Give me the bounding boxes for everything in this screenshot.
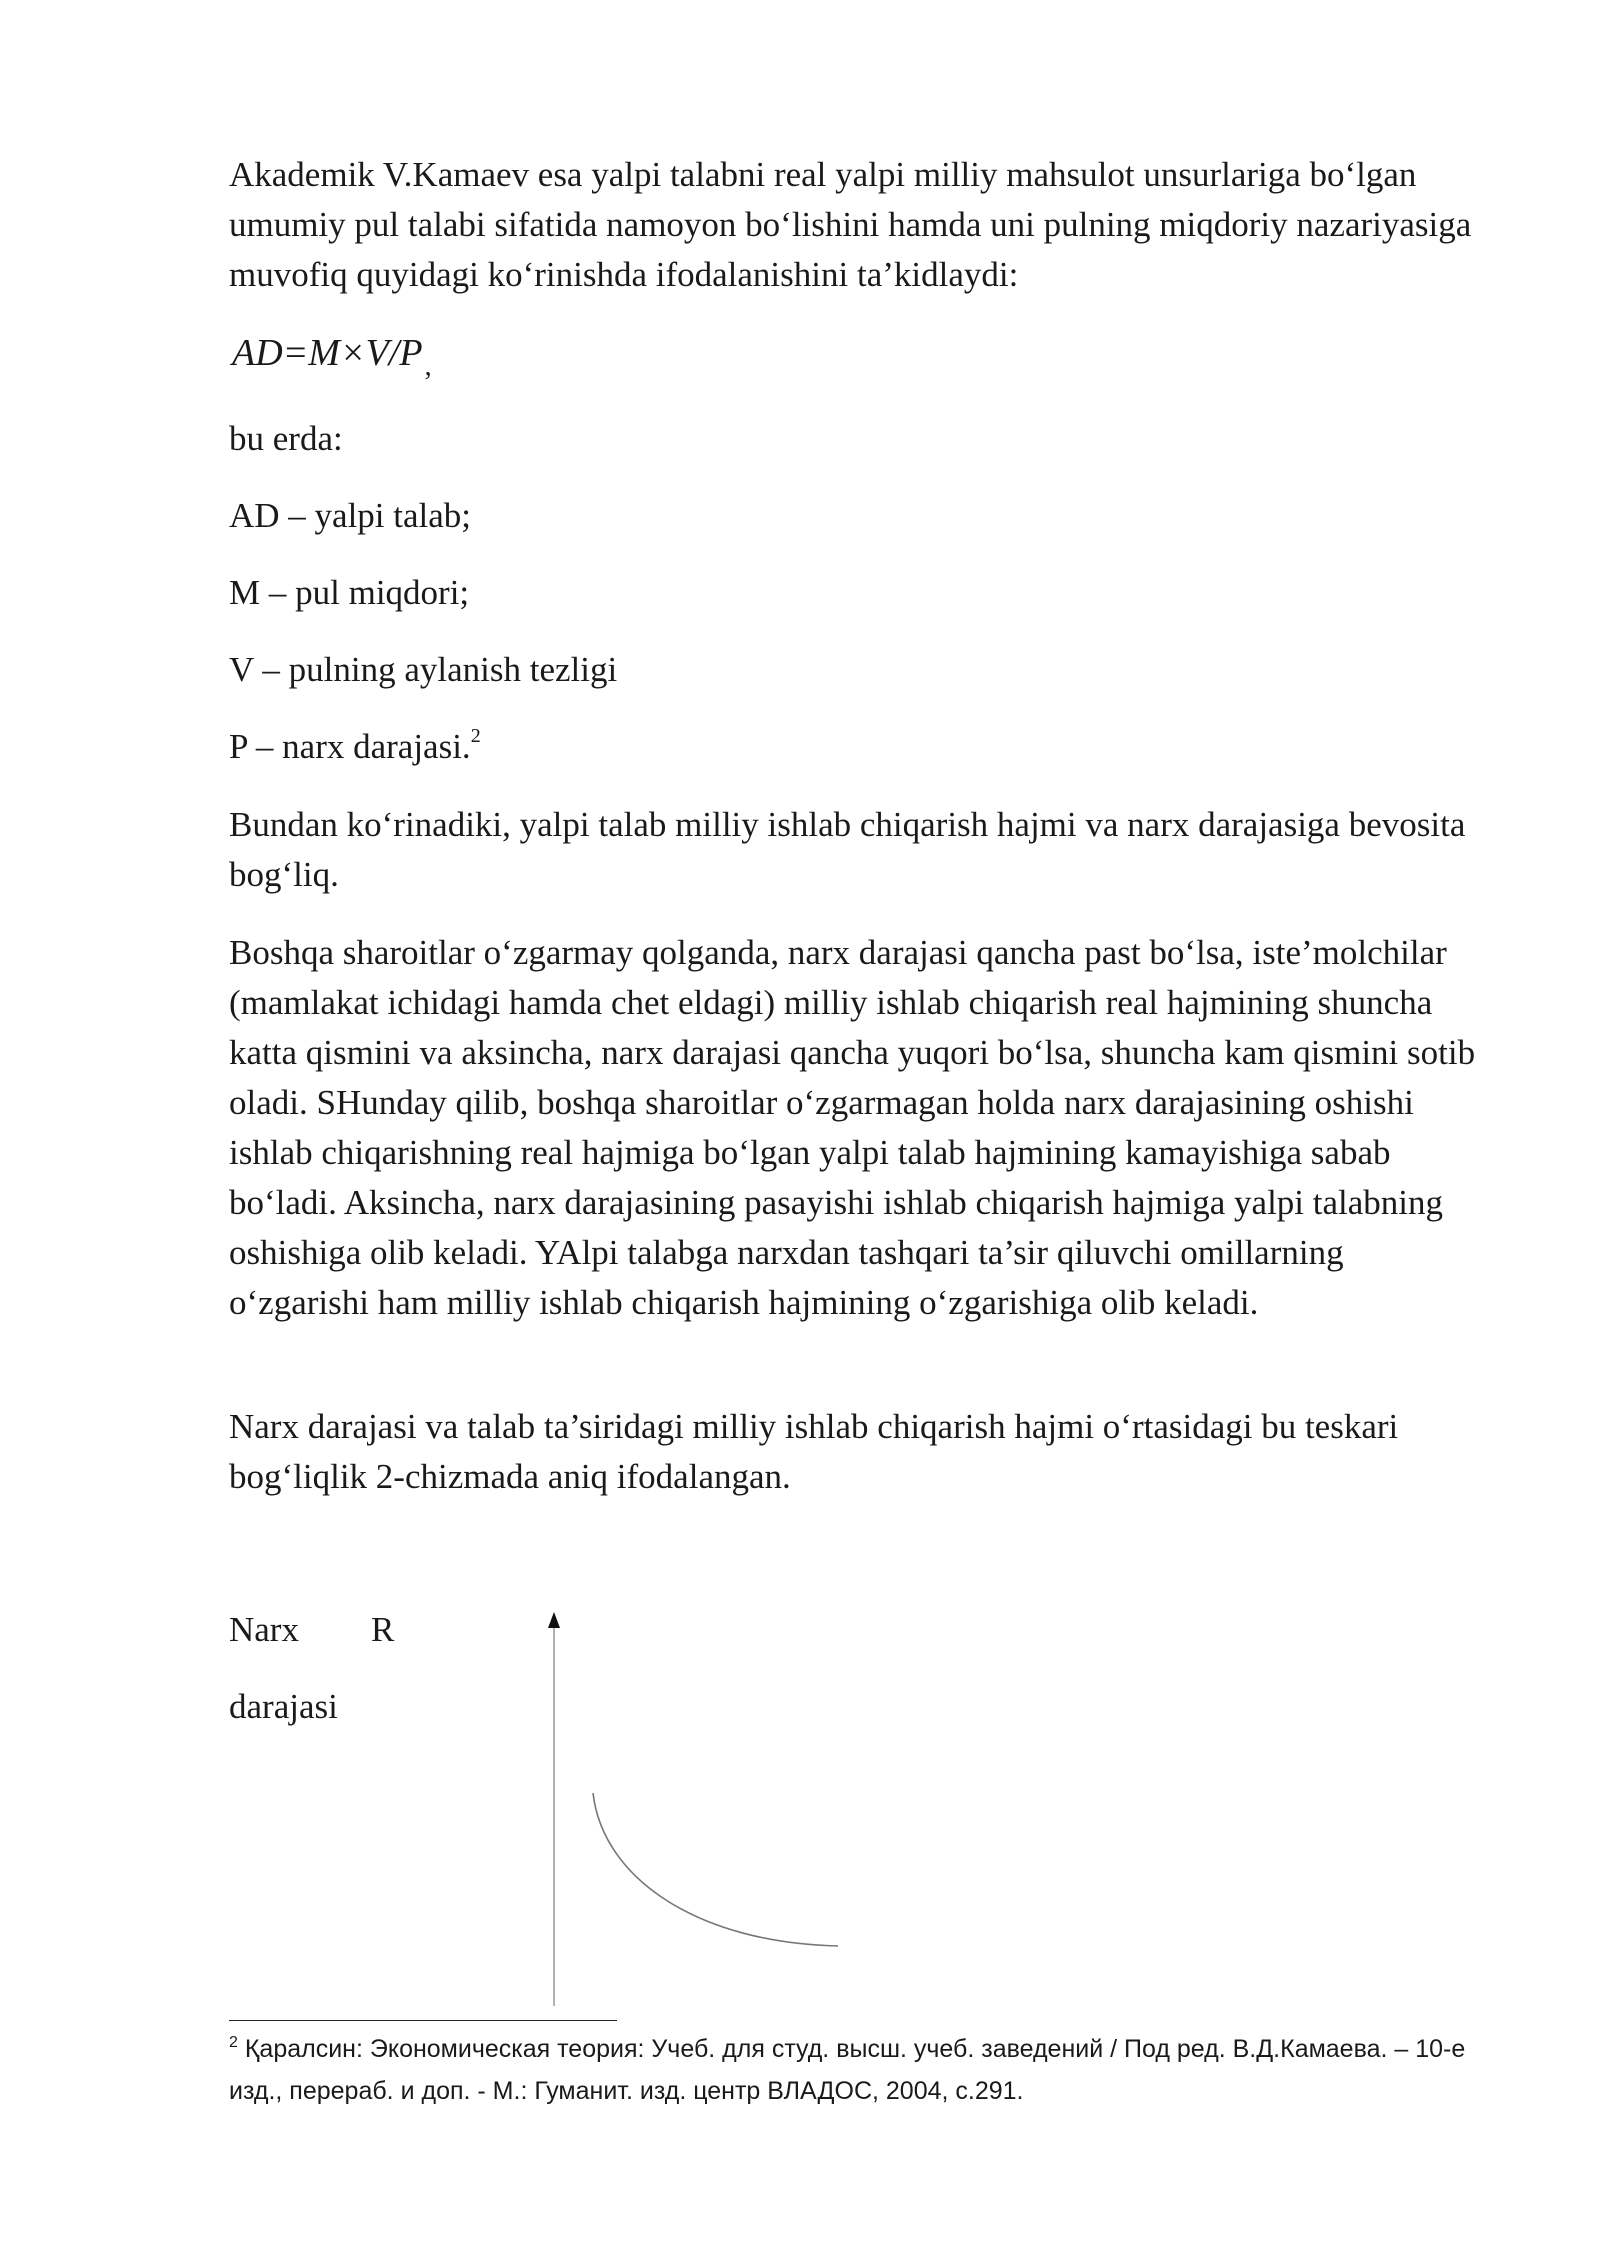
definition-p — [229, 722, 1479, 772]
definition-ad: AD – yalpi talab; — [229, 496, 472, 535]
definition-m: M – pul miqdori; — [229, 573, 470, 612]
paragraph-bu-erda: bu erda: — [229, 419, 343, 458]
y-axis-letter: R — [371, 1610, 395, 1649]
y-axis-arrowhead — [548, 1612, 560, 1628]
demand-curve — [593, 1793, 838, 1946]
formula-aggregate-demand — [232, 325, 432, 395]
y-axis-label-line2: darajasi — [229, 1687, 338, 1726]
formula-comma: , — [424, 351, 432, 382]
paragraph-boshqa: Boshqa sharoitlar o‘zgarmay qolganda, narx darajasi qancha past bo‘lsa, iste’molchilar (mamlakat ichidagi hamda chet eldagi) milliy ishlab chiqarish real hajmining shuncha katta qismini va aksincha, narx darajasi qancha yuqori bo‘lsa, shuncha kam qismini sotib oladi. SHunday qilib, boshqa sharoitlar o‘zgarmagan holda narx darajasining oshishi ishlab chiqarishning real hajmiga bo‘lgan yalpi talab hajmining kamayishiga sabab bo‘ladi. Aksincha, narx darajasining pasayishi ishlab chiqarish hajmiga yalpi talabning oshishiga olib keladi. YAlpi talabga narxdan tashqari ta’sir qiluvchi omillarning o‘zgarishi ham milliy ishlab chiqarish hajmining o‘zgarishiga olib keladi. — [229, 933, 1476, 1322]
footnote-number: 2 — [229, 2034, 238, 2051]
paragraph-narx: Narx darajasi va talab ta’siridagi milliy ishlab chiqarish hajmi o‘rtasidagi bu teskari bog‘liqlik 2-chizmada aniq ifodalangan. — [229, 1407, 1399, 1496]
paragraph-bundan: Bundan ko‘rinadiki, yalpi talab milliy ishlab chiqarish hajmi va narx darajasiga bevosita bog‘liq. — [229, 805, 1466, 894]
formula-text: AD=M×V/P — [232, 332, 423, 374]
footnote-text: Қаралсин: Экономическая теория: Учеб. для студ. высш. учеб. заведений / Под ред. В.Д.Камаева. – 10-е изд., перераб. и доп. - М.: Гуманит. изд. центр ВЛАДОС, 2004, с.291. — [229, 2035, 1466, 2105]
footnote — [229, 2028, 1489, 2112]
footnote-separator — [229, 2020, 617, 2021]
definition-p-text: P – narx darajasi. — [229, 727, 471, 766]
y-axis-label-line1: Narx — [229, 1610, 299, 1649]
footnote-reference[interactable]: 2 — [470, 725, 481, 747]
paragraph-intro: Akademik V.Kamaev esa yalpi talabni real yalpi milliy mahsulot unsurlariga bo‘lgan umumiy pul talabi sifatida namoyon bo‘lishini hamda uni pulning miqdoriy nazariyasiga muvofiq quyidagi ko‘rinishda ifodalanishini ta’kidlaydi: — [229, 155, 1472, 294]
definition-v: V – pulning aylanish tezligi — [229, 650, 618, 689]
